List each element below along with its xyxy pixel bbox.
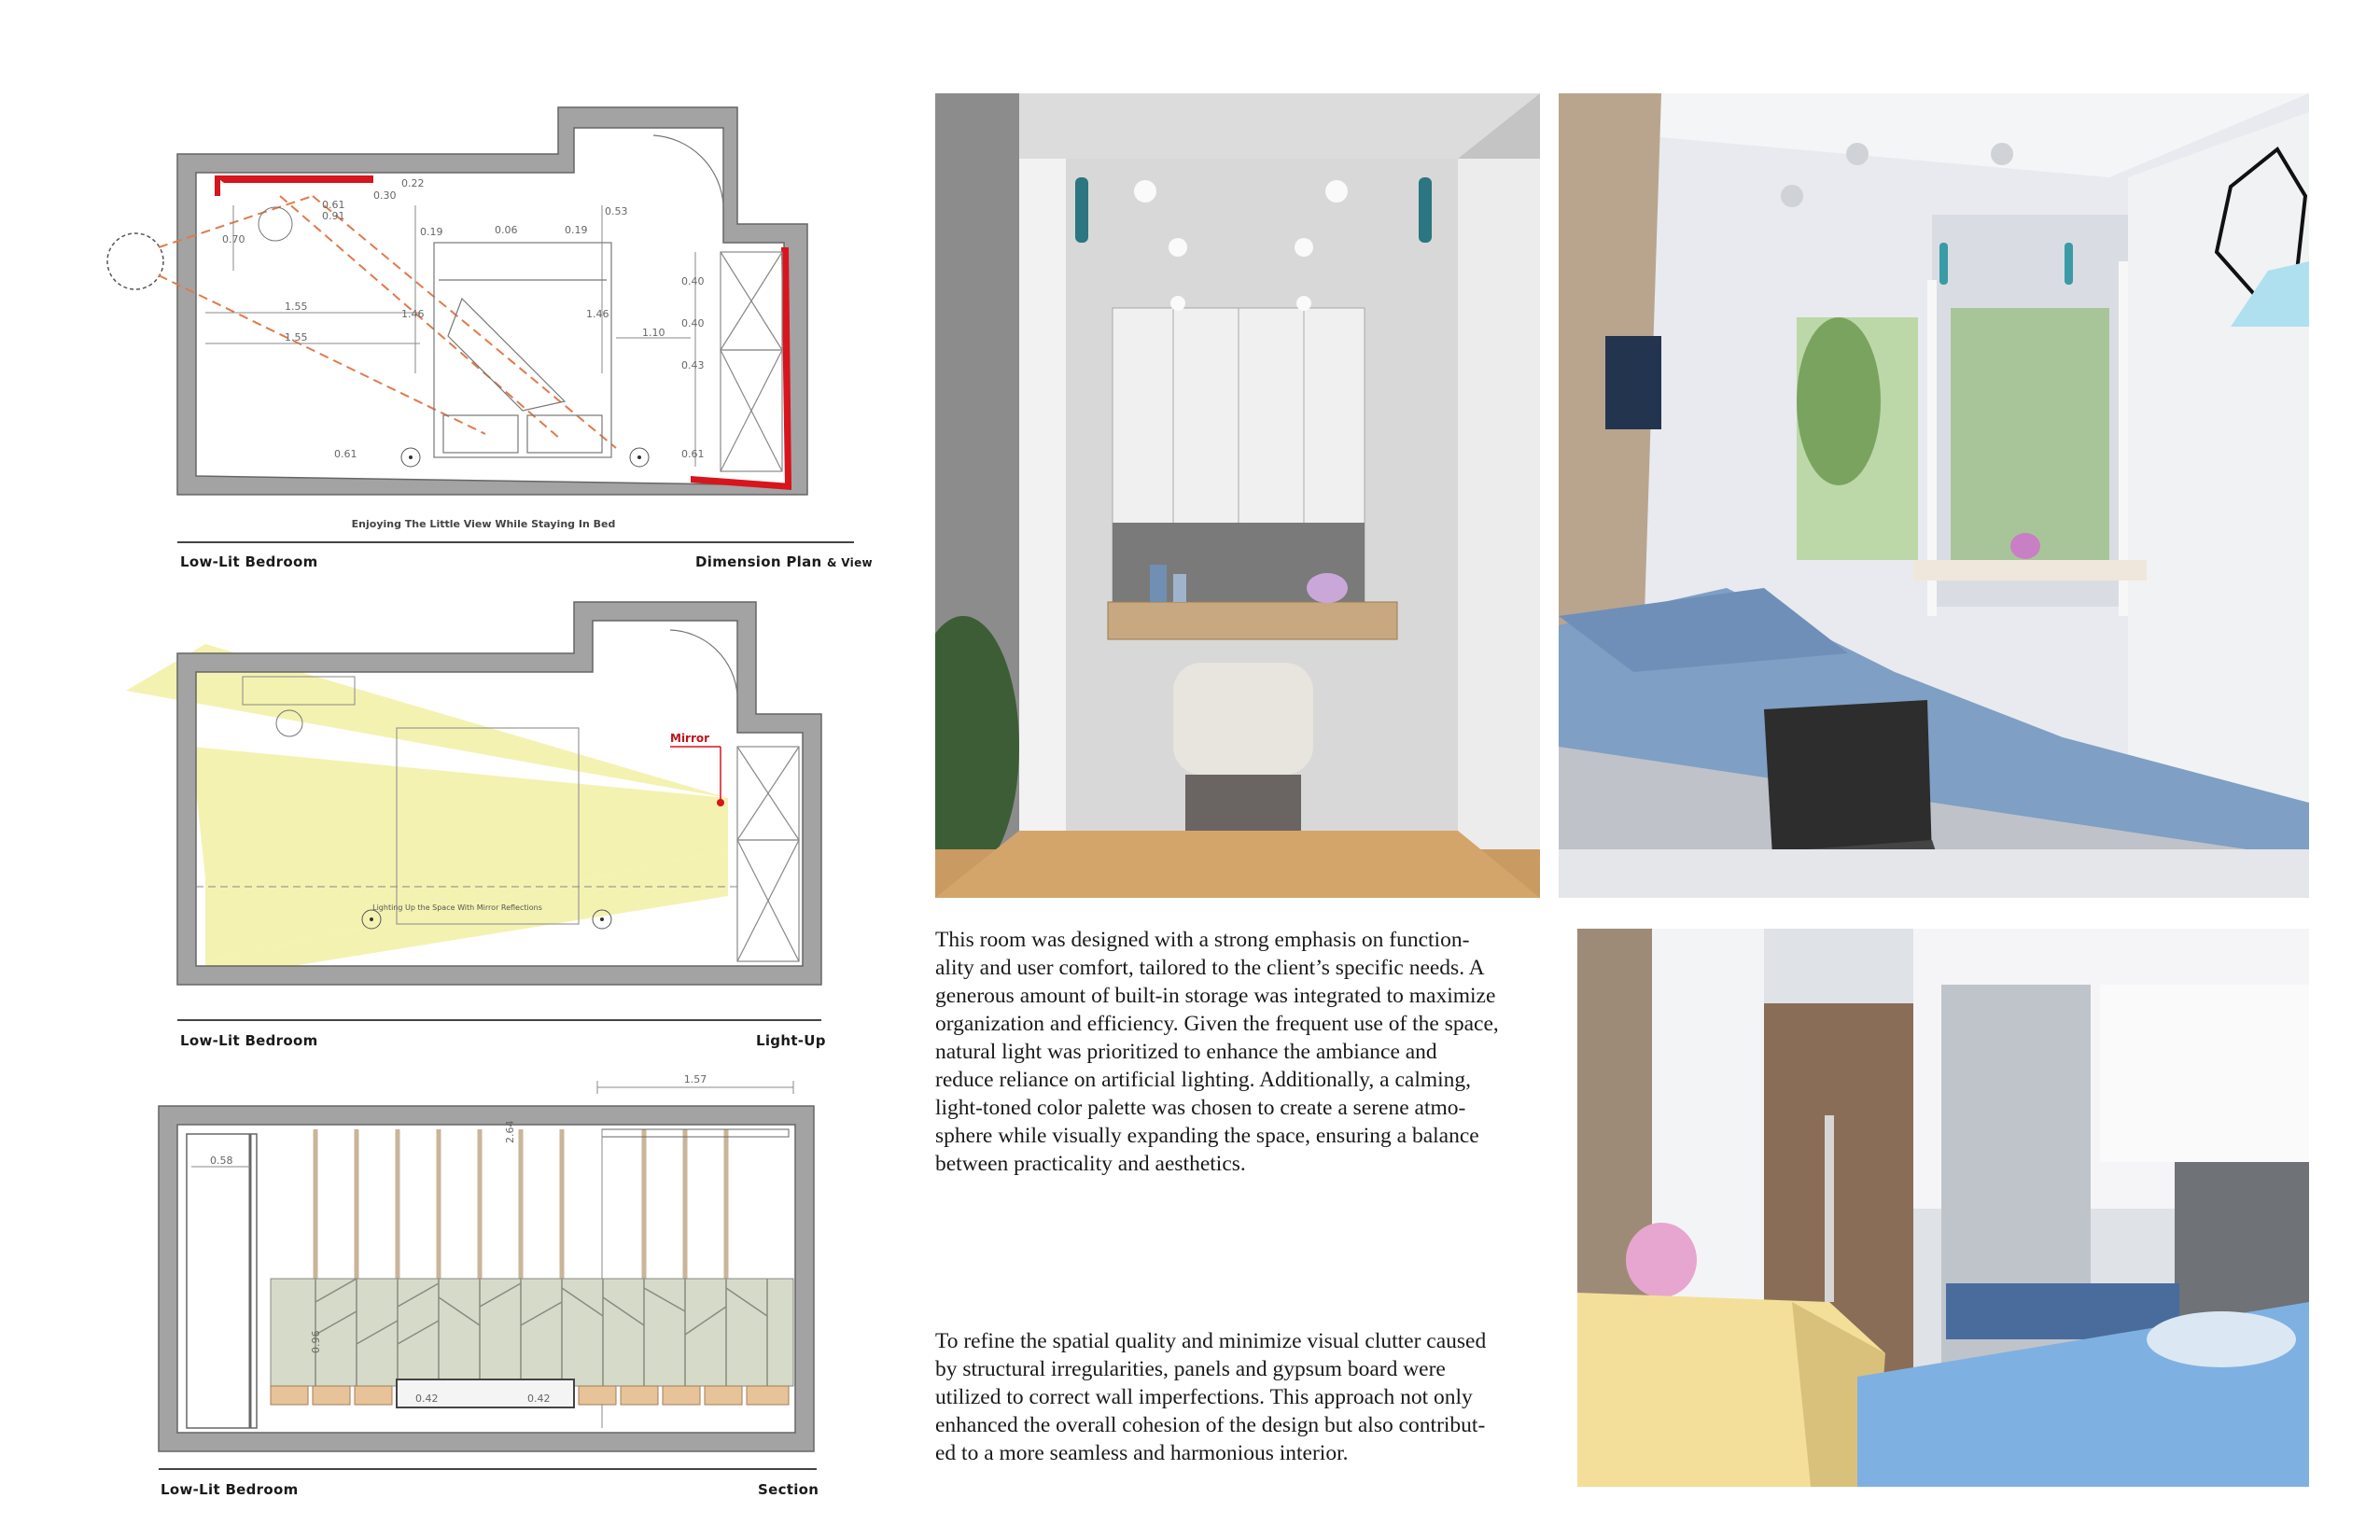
- section-caption-right: Section: [758, 1481, 819, 1498]
- text-line: organization and efficiency. Given the frequent use of the space,: [935, 1012, 1499, 1036]
- text-line: light-toned color palette was chosen to create a serene atmo-: [935, 1096, 1466, 1120]
- caption-main: Dimension Plan: [695, 553, 822, 570]
- text-line: natural light was prioritized to enhance the ambiance and: [935, 1040, 1437, 1064]
- caption-rule: [159, 1468, 817, 1470]
- dim-label: 0.96: [310, 1330, 322, 1353]
- dim-label: 0.22: [401, 177, 425, 189]
- plan1-caption-right: [695, 553, 873, 570]
- dimension-plan-drawing: [93, 93, 859, 541]
- plan2-caption-right: Light-Up: [756, 1032, 826, 1049]
- dim-label: 0.61: [681, 448, 705, 460]
- text-line: To refine the spatial quality and minimize visual clutter caused: [935, 1329, 1487, 1353]
- dim-label: 0.30: [373, 189, 397, 202]
- dim-label: 0.91: [322, 210, 345, 222]
- mirror-label: Mirror: [670, 732, 710, 745]
- dim-label: 1.46: [401, 308, 425, 320]
- plan2-caption-left: Low-Lit Bedroom: [180, 1032, 318, 1049]
- render-bedroom-corner: [1577, 929, 2309, 1487]
- description-paragraph-1: [935, 926, 1551, 1178]
- dim-label: 1.55: [285, 331, 308, 343]
- dim-label: 0.19: [420, 226, 443, 238]
- dim-label: 0.42: [415, 1393, 439, 1405]
- plan-note: Lighting Up the Space With Mirror Reflections: [372, 903, 542, 912]
- dim-label: 0.40: [681, 275, 705, 287]
- dim-label: 0.06: [495, 224, 518, 236]
- text-line: between practicality and aesthetics.: [935, 1152, 1246, 1176]
- caption-rule: [177, 1019, 821, 1021]
- caption-rule: [177, 541, 854, 543]
- dim-label: 1.55: [285, 301, 308, 313]
- plan-note: Enjoying The Little View While Staying In Bed: [351, 518, 616, 530]
- text-line: ality and user comfort, tailored to the client’s specific needs. A: [935, 956, 1485, 980]
- dim-label: 1.10: [642, 327, 665, 339]
- text-line: enhanced the overall cohesion of the design but also contribut-: [935, 1413, 1486, 1437]
- caption-suffix: & View: [827, 556, 873, 569]
- plan1-caption-left: Low-Lit Bedroom: [180, 553, 318, 570]
- dim-label: 0.43: [681, 359, 705, 371]
- dim-label: 0.58: [210, 1155, 233, 1167]
- text-line: reduce reliance on artificial lighting. Additionally, a calming,: [935, 1068, 1472, 1092]
- dim-label: 0.42: [527, 1393, 551, 1405]
- dim-label: 2.64: [504, 1120, 516, 1143]
- description-paragraph-2: [935, 1327, 1551, 1467]
- dim-label: 0.70: [222, 233, 245, 245]
- section-caption-left: Low-Lit Bedroom: [161, 1481, 299, 1498]
- render-dressing-area: [935, 93, 1540, 898]
- dim-label: 0.40: [681, 317, 705, 329]
- section-drawing: [149, 1064, 840, 1475]
- text-line: sphere while visually expanding the space, ensuring a balance: [935, 1124, 1479, 1148]
- text-line: utilized to correct wall imperfections. This approach not only: [935, 1385, 1473, 1409]
- light-up-plan-drawing: [93, 588, 859, 999]
- dim-label: 1.57: [683, 1073, 707, 1085]
- text-line: generous amount of built-in storage was integrated to maximize: [935, 984, 1496, 1008]
- dim-label: 1.46: [586, 308, 609, 320]
- text-line: ed to a more seamless and harmonious interior.: [935, 1441, 1349, 1465]
- text-line: This room was designed with a strong emphasis on function-: [935, 928, 1470, 952]
- dim-label: 0.19: [565, 224, 588, 236]
- dim-label: 0.53: [605, 205, 628, 217]
- dim-label: 0.61: [334, 448, 357, 460]
- dim-label: 0.61: [322, 199, 345, 211]
- text-line: by structural irregularities, panels and gypsum board were: [935, 1357, 1446, 1381]
- render-bed-window: [1559, 93, 2309, 898]
